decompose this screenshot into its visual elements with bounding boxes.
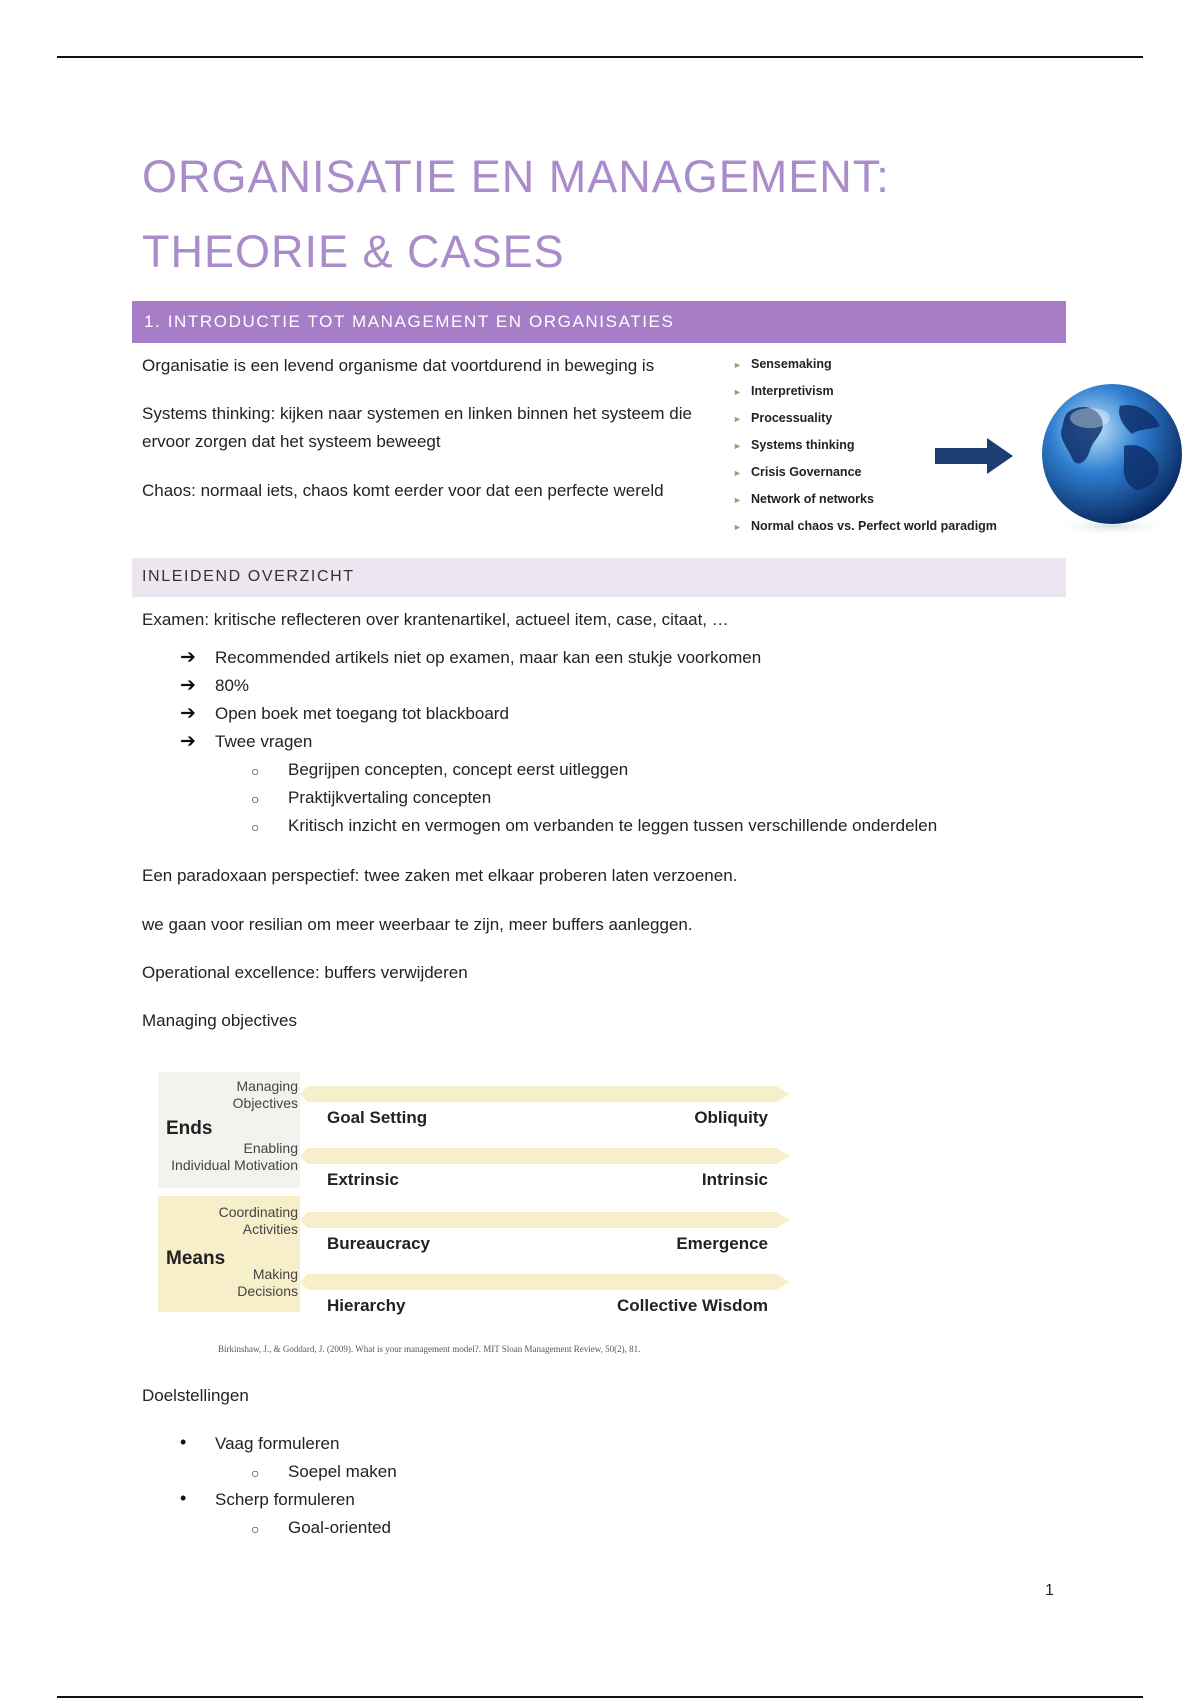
- subsection-heading-bar: [132, 558, 1066, 597]
- section-heading: 1. INTRODUCTIE TOT MANAGEMENT EN ORGANISATIES: [144, 312, 675, 331]
- doel-subbullet: Goal-oriented: [288, 1518, 392, 1537]
- triangle-bullet-icon: ►: [733, 468, 742, 478]
- intro-paragraph-1: Organisatie is een levend organisme dat voortdurend in beweging is: [142, 356, 655, 375]
- arrow-bullet-icon: ➔: [180, 703, 196, 724]
- globe-icon: [1028, 372, 1188, 542]
- continuum-right-label: Intrinsic: [701, 1170, 768, 1189]
- arrow-bullet-icon: ➔: [180, 675, 196, 696]
- right-arrow-icon: [935, 436, 1015, 476]
- dimension-label: Decisions: [237, 1283, 298, 1299]
- dimension-label: Enabling: [243, 1140, 298, 1156]
- doel-subbullet: Soepel maken: [288, 1462, 397, 1481]
- arrow-bullet-icon: ➔: [180, 647, 196, 668]
- dimension-label: Managing: [236, 1078, 298, 1094]
- top-rule: [57, 56, 1143, 58]
- exam-bullet: Twee vragen: [215, 732, 313, 751]
- exam-subbullet: Begrijpen concepten, concept eerst uitleggen: [288, 760, 629, 779]
- exam-subbullet: Kritisch inzicht en vermogen om verbanden te leggen tussen verschillende onderdelen: [288, 816, 938, 835]
- circle-bullet-icon: ○: [251, 791, 260, 807]
- triangle-bullet-icon: ►: [733, 387, 742, 397]
- bottom-rule: [57, 1696, 1143, 1698]
- intro-paragraph-3: Chaos: normaal iets, chaos komt eerder voor dat een perfecte wereld: [142, 481, 664, 500]
- page-number: 1: [1045, 1582, 1054, 1599]
- managing-objectives-paragraph: Managing objectives: [142, 1011, 297, 1030]
- dimension-label: Objectives: [232, 1095, 298, 1111]
- exam-bullet: Open boek met toegang tot blackboard: [215, 704, 509, 723]
- triangle-bullet-icon: ►: [733, 495, 742, 505]
- model-citation: Birkinshaw, J., & Goddard, J. (2009). What is your management model?. MIT Sloan Management Review, 50(2), 81.: [218, 1344, 641, 1354]
- resilian-paragraph: we gaan voor resilian om meer weerbaar te zijn, meer buffers aanleggen.: [142, 915, 693, 934]
- continuum-left-label: Bureaucracy: [327, 1234, 431, 1253]
- doel-bullet: Vaag formuleren: [215, 1434, 340, 1453]
- arrow-bullet-icon: ➔: [180, 731, 196, 752]
- circle-bullet-icon: ○: [251, 1465, 260, 1481]
- continuum-arrow: [300, 1086, 790, 1102]
- continuum-arrow: [300, 1274, 790, 1290]
- continuum-right-label: Collective Wisdom: [617, 1296, 768, 1315]
- dimension-label: Activities: [242, 1221, 298, 1237]
- exam-intro: Examen: kritische reflecteren over krantenartikel, actueel item, case, citaat, …: [142, 610, 729, 629]
- document-title-line2: THEORIE & CASES: [142, 226, 565, 277]
- continuum-arrow: [300, 1212, 790, 1228]
- triangle-bullet-icon: ►: [733, 360, 742, 370]
- continuum-right-label: Obliquity: [694, 1108, 768, 1127]
- continuum-left-label: Goal Setting: [327, 1108, 428, 1127]
- dimension-label: Making: [252, 1266, 298, 1282]
- triangle-bullet-icon: ►: [733, 522, 742, 532]
- continuum-right-label: Emergence: [676, 1234, 768, 1253]
- dot-bullet-icon: •: [180, 1488, 187, 1508]
- continuum-arrow: [300, 1148, 790, 1164]
- triangle-bullet-icon: ►: [733, 414, 742, 424]
- doelstellingen-heading: Doelstellingen: [142, 1386, 249, 1405]
- paradox-paragraph: Een paradoxaan perspectief: twee zaken met elkaar proberen laten verzoenen.: [142, 866, 738, 885]
- dimension-label: Individual Motivation: [171, 1157, 298, 1173]
- triangle-bullet-icon: ►: [733, 441, 742, 451]
- ends-label: Ends: [166, 1118, 213, 1139]
- dimension-label: Coordinating: [218, 1204, 298, 1220]
- subsection-heading: INLEIDEND OVERZICHT: [142, 568, 355, 585]
- section-heading-bar: [132, 301, 1066, 343]
- circle-bullet-icon: ○: [251, 819, 260, 835]
- doel-bullet: Scherp formuleren: [215, 1490, 355, 1509]
- exam-subbullet: Praktijkvertaling concepten: [288, 788, 492, 807]
- exam-bullet: Recommended artikels niet op examen, maar kan een stukje voorkomen: [215, 648, 762, 667]
- intro-paragraph-2: Systems thinking: kijken naar systemen en linken binnen het systeem die ervoor zorgen dat het systeem beweegt: [142, 404, 692, 451]
- management-model-diagram: [158, 1068, 798, 1348]
- dot-bullet-icon: •: [180, 1432, 187, 1452]
- continuum-left-label: Extrinsic: [327, 1170, 399, 1189]
- circle-bullet-icon: ○: [251, 763, 260, 779]
- document-title-line1: ORGANISATIE EN MANAGEMENT:: [142, 151, 890, 202]
- exam-bullet: 80%: [215, 676, 250, 695]
- circle-bullet-icon: ○: [251, 1521, 260, 1537]
- opex-paragraph: Operational excellence: buffers verwijderen: [142, 963, 468, 982]
- continuum-left-label: Hierarchy: [327, 1296, 406, 1315]
- means-label: Means: [166, 1248, 226, 1269]
